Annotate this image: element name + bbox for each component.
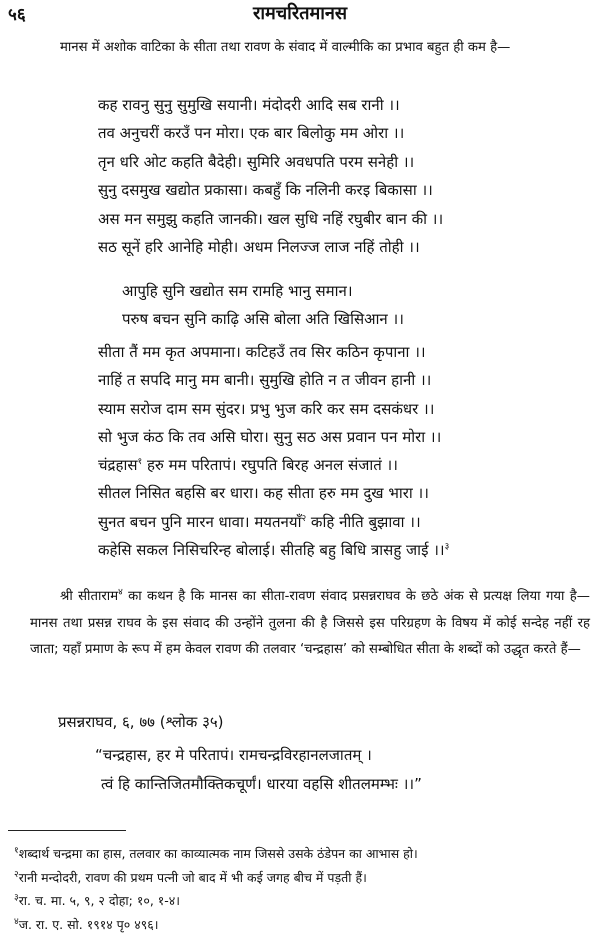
running-title: रामचरितमानस: [252, 3, 348, 24]
footnote-ref: ३: [444, 542, 450, 553]
footnote: $^४$ज. रा. ए. सो. १९१४ पृ० ४९६।: [14, 916, 159, 932]
footnote-mark: १: [14, 845, 19, 856]
verse-line: सीतल निसित बहसि बर धारा। कह सीता हरु मम दुख भारा ।।: [98, 484, 429, 503]
verse-line: स्याम सरोज दाम सम सुंदर। प्रभु भुज करि कर सम दसकंधर ।।: [98, 399, 435, 418]
verse-block-chaupai-1: [98, 91, 443, 261]
verse-line: सठ सूनें हरि आनेहि मोही। अधम निलज्ज लाज नहिं तोही ।।: [98, 238, 420, 257]
verse-line: सीता तैं मम कृत अपमाना। कटिहउँ तव सिर कठिन कृपाना ।।: [98, 343, 426, 361]
footnote: $^२$रानी मन्दोदरी, रावण की प्रथम पत्नी जो बाद में भी कई जगह बीच में पड़ती हैं।: [14, 869, 367, 885]
verse-line: सुनत बचन पुनि मारन धावा। मयतनयाँ$^२$ कहि नीति बुझावा ।।: [98, 512, 421, 531]
footnote-ref: १: [137, 457, 143, 468]
footnote-mark: ३: [14, 892, 19, 903]
verse-line: सो भुज कंठ कि तव असि घोरा। सुनु सठ अस प्रवान पन मोरा ।।: [98, 427, 442, 446]
footnote-mark: ४: [14, 916, 19, 927]
verse-line: त्वं हि कान्तिजितमौक्तिकचूर्णं। धारया वहसि शीतलमम्भः ।।”: [101, 775, 422, 793]
page-header: [0, 0, 600, 26]
page-number: ५६: [8, 5, 26, 25]
verse-line: परुष बचन सुनि काढ़ि असि बोला अति खिसिआन ।।: [122, 310, 404, 328]
intro-paragraph: मानस में अशोक वाटिका के सीता तथा रावण के संवाद में वाल्मीकि का प्रभाव बहुत ही कम है—: [60, 40, 511, 55]
verse-line: कह रावनु सुनु सुमुखि सयानी। मंदोदरी आदि सब रानी ।।: [98, 96, 400, 114]
verse-line: नाहिं त सपदि मानु मम बानी। सुमुखि होति न त जीवन हानी ।।: [98, 371, 432, 390]
footnotes: [14, 842, 594, 936]
verse-line: चंद्रहास$^१$ हरु मम परितापं। रघुपति बिरह अनल संजातं ।।: [98, 456, 398, 475]
verse-block-chaupai-2: [98, 338, 449, 564]
sanskrit-verse: [95, 741, 422, 799]
footnote-divider: [8, 830, 126, 831]
verse-line: सुनु दसमुख खद्योत प्रकासा। कबहुँ कि नलिनी करइ बिकासा ।।: [98, 181, 433, 200]
footnote-ref: ४: [118, 587, 123, 598]
source-citation: प्रसन्नराघव, ६, ७७ (श्लोक ३५): [58, 713, 224, 731]
footnote: $^३$रा. च. मा. ५, ९, २ दोहा; १०, १-४।: [14, 892, 181, 908]
verse-line: “चन्द्रहास, हर मे परितापं। रामचन्द्रविरहानलजातम् ।: [95, 746, 372, 764]
verse-line: तव अनुचरीं करउँ पन मोरा। एक बार बिलोकु मम ओरा ।।: [98, 124, 405, 143]
verse-line: कहेसि सकल निसिचरिन्ह बोलाई। सीतहि बहु बिधि त्रासहु जाई ।।$^३$: [98, 541, 450, 560]
verse-line: तृन धरि ओट कहति बैदेही। सुमिरि अवधपति परम सनेही ।।: [98, 152, 415, 171]
verse-block-doha: [122, 277, 404, 333]
second-paragraph: श्री सीताराम$^४$ का कथन है कि मानस का सीता-रावण संवाद प्रसन्नराघव के छठे अंक से प्रत्यक्ष लिया गया है—मानस तथा प्रसन्न राघव के इस संवाद की उन्होंने तुलना की है जिससे इस परिग्रहण के विषय में कोई सन्देह नहीं रह जाता; यहाँ प्रमाण के रूप में हम केवल रावण की तलवार ‘चन्द्रहास’ को सम्बोधित सीता के शब्दों को उद्धृत करते हैं—: [30, 587, 590, 657]
verse-line: आपुहि सुनि खद्योत सम रामहि भानु समान।: [122, 282, 353, 300]
verse-line: अस मन समुझु कहति जानकी। खल सुधि नहिं रघुबीर बान की ।।: [98, 209, 444, 228]
footnote: $^१$शब्दार्थ चन्द्रमा का हास, तलवार का काव्यात्मक नाम जिससे उसके ठंडेपन का आभास हो।: [14, 845, 418, 861]
footnote-mark: २: [14, 869, 19, 880]
footnote-ref: २: [301, 513, 307, 524]
